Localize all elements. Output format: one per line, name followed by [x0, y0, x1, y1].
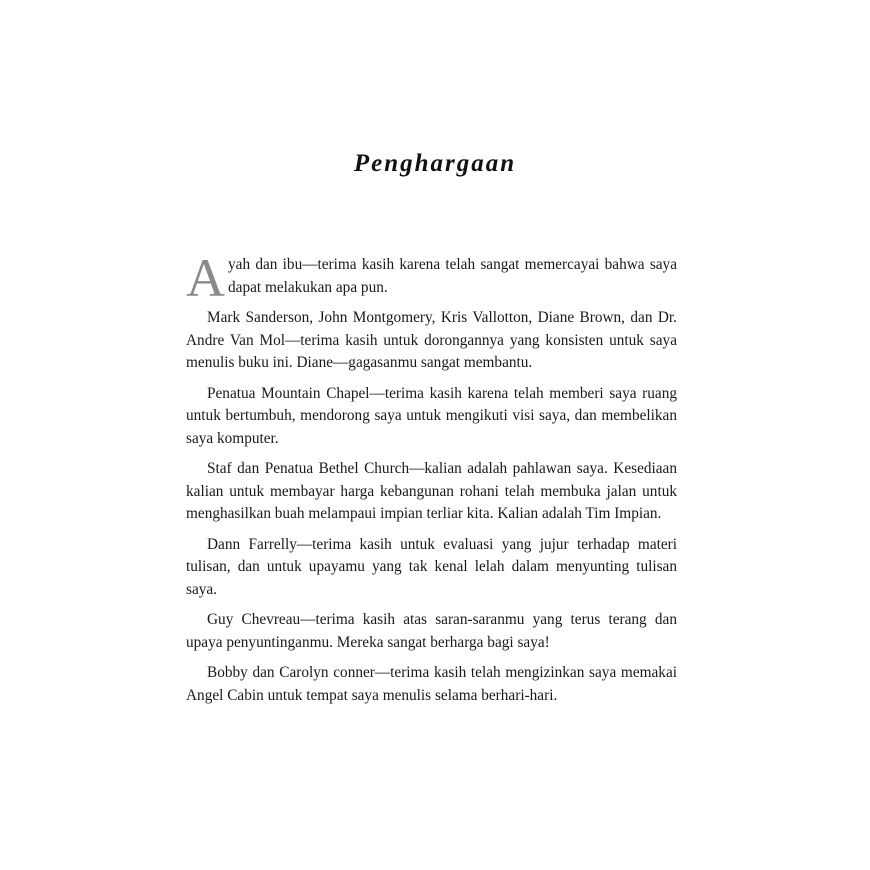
- paragraph-6: Guy Chevreau—terima kasih atas saran-saranmu yang terus terang dan upaya penyuntinganmu. Mereka sangat berharga bagi saya!: [186, 611, 677, 651]
- paragraph-3: Penatua Mountain Chapel—terima kasih karena telah memberi saya ruang untuk bertumbuh, mendorong saya untuk mengikuti visi saya, dan membelikan saya komputer.: [186, 384, 677, 447]
- paragraph-4: Staf dan Penatua Bethel Church—kalian adalah pahlawan saya. Kesediaan kalian untuk membayar harga kebangunan rohani telah membuka jalan untuk menghasilkan buah melampaui impian terliar kita. Kalian adalah Tim Impian.: [186, 460, 677, 522]
- acknowledgements-body: [186, 248, 677, 715]
- paragraph-1: [186, 248, 677, 308]
- paragraph-7: Bobby dan Carolyn conner—terima kasih telah mengizinkan saya memakai Angel Cabin untuk tempat saya menulis selama berhari-hari.: [186, 664, 677, 704]
- paragraph-text: yah dan ibu—terima kasih karena telah sangat memercayai bahwa saya dapat melakukan apa pun.: [228, 256, 677, 296]
- drop-cap: A: [186, 248, 225, 308]
- paragraph-2: Mark Sanderson, John Montgomery, Kris Vallotton, Diane Brown, dan Dr. Andre Van Mol—terima kasih untuk dorongannya yang konsisten untuk saya menulis buku ini. Diane—gagasanmu sangat membantu.: [186, 309, 677, 371]
- page-title: Penghargaan: [353, 150, 517, 177]
- paragraph-5: Dann Farrelly—terima kasih untuk evaluasi yang jujur terhadap materi tulisan, dan untuk upayamu yang tak kenal lelah dalam menyunting tulisan saya.: [186, 535, 677, 598]
